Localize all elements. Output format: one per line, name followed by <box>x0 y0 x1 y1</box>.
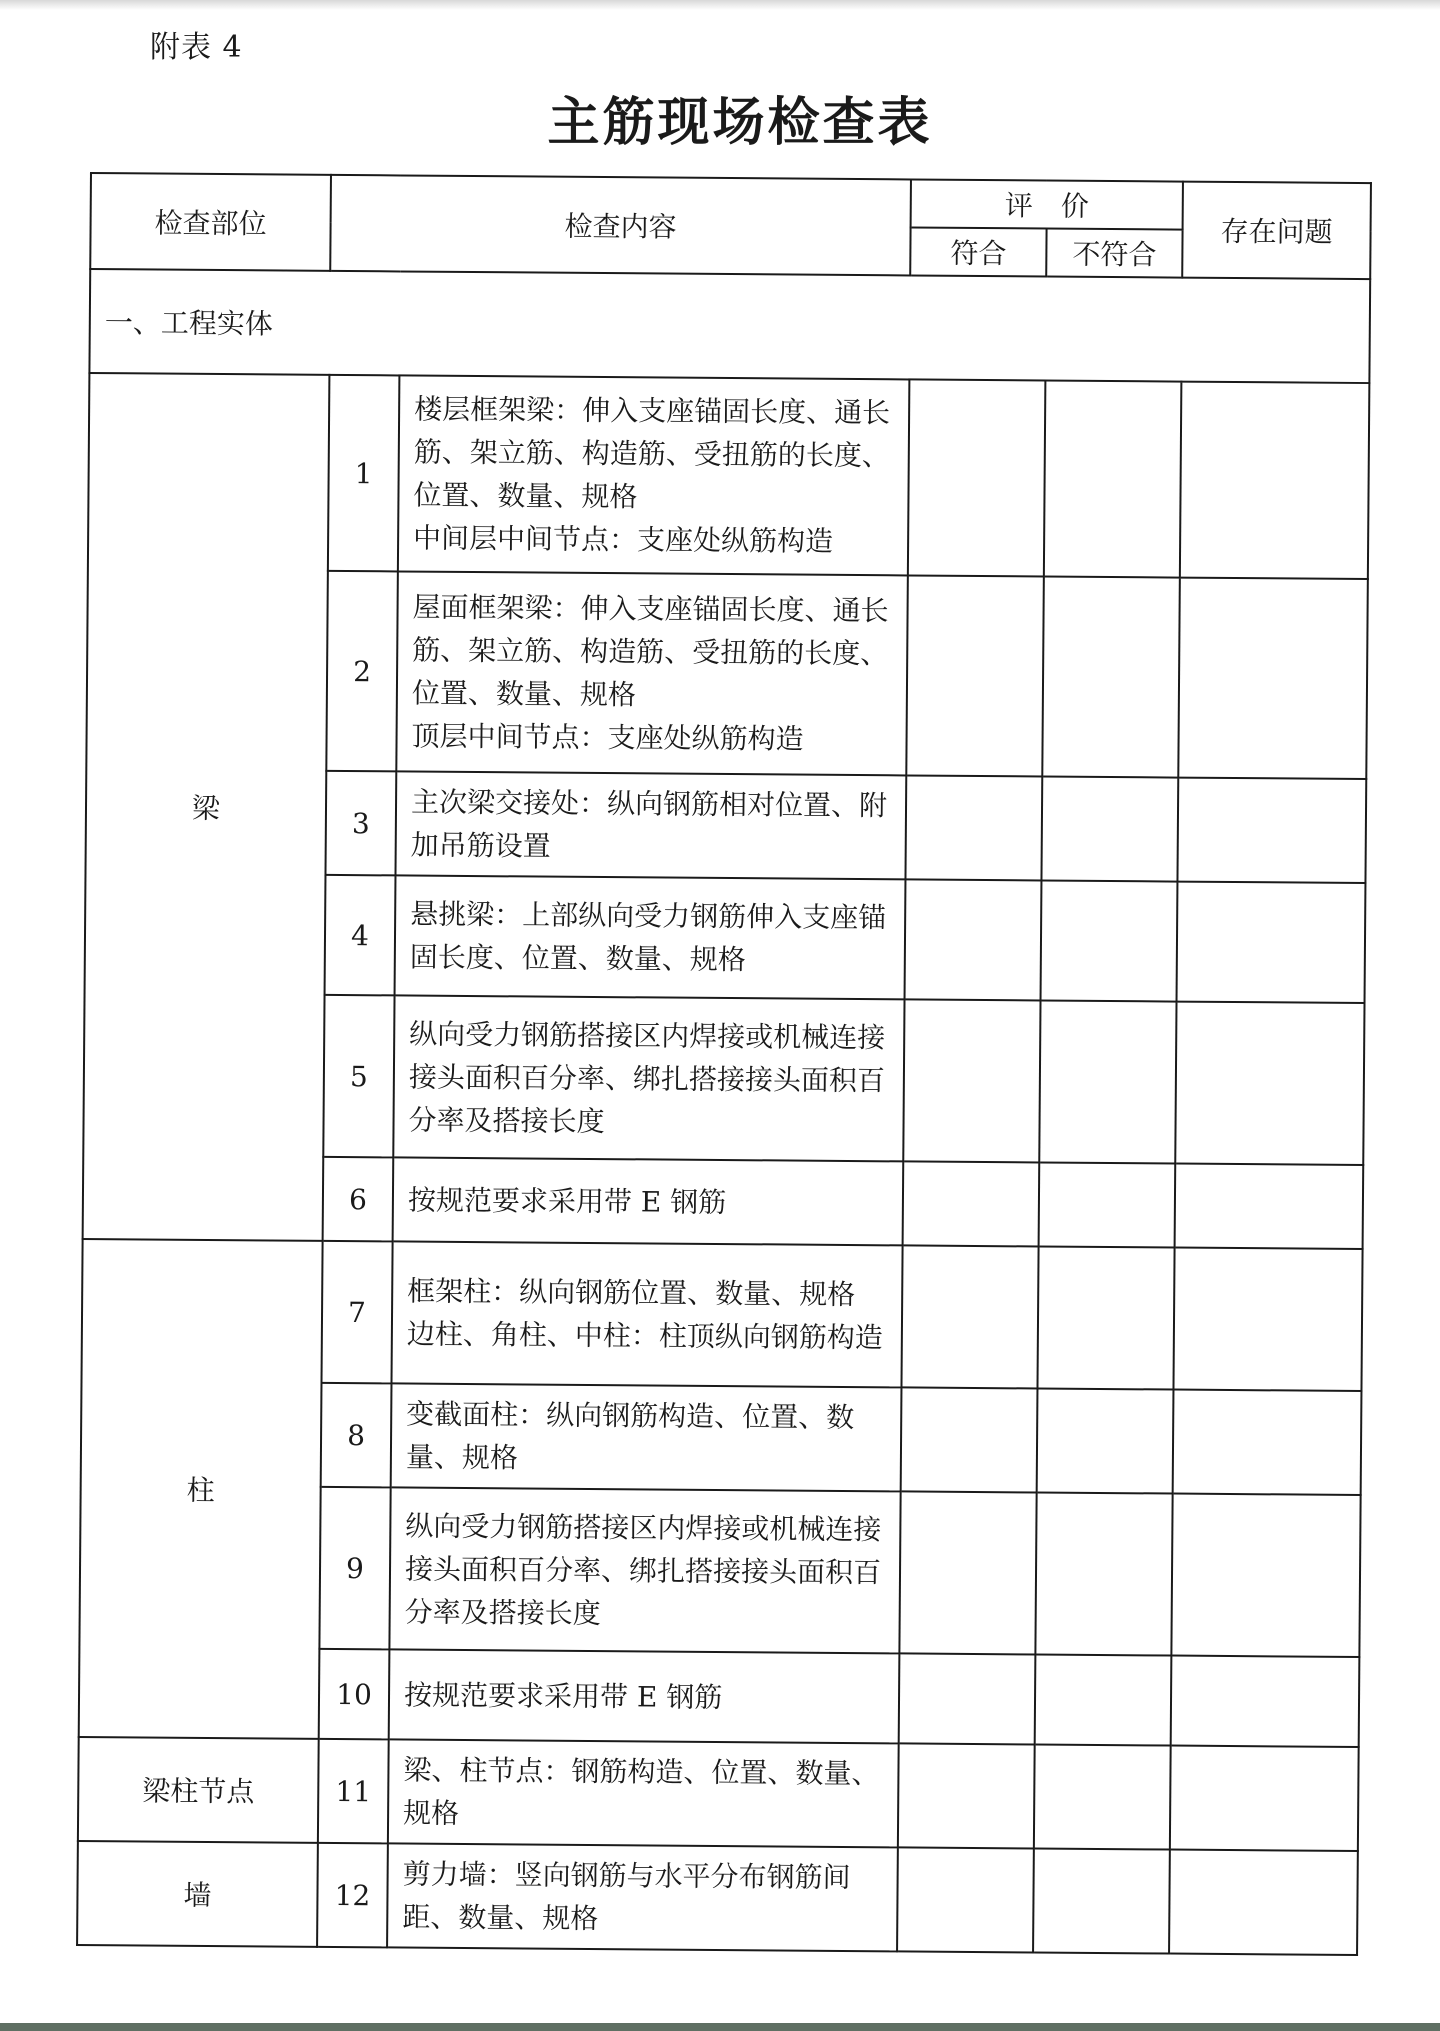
item-content: 屋面框架梁：伸入支座锚固长度、通长筋、架立筋、构造筋、受扭筋的长度、位置、数量、规格 顶层中间节点：支座处纵筋构造 <box>396 571 908 775</box>
scan-edge-bottom <box>0 2023 1440 2031</box>
issues-cell[interactable] <box>1178 578 1368 779</box>
nonconform-cell[interactable] <box>1039 1000 1176 1163</box>
issues-cell[interactable] <box>1170 1746 1359 1851</box>
issues-cell[interactable] <box>1175 1002 1364 1165</box>
conform-cell[interactable] <box>897 1847 1034 1952</box>
item-content: 梁、柱节点：钢筋构造、位置、数量、规格 <box>388 1739 899 1847</box>
item-content: 主次梁交接处：纵向钢筋相对位置、附加吊筋设置 <box>395 771 906 879</box>
conform-cell[interactable] <box>898 1743 1035 1848</box>
item-number: 11 <box>318 1739 389 1844</box>
issues-cell[interactable] <box>1175 1164 1364 1249</box>
nonconform-cell[interactable] <box>1033 1848 1170 1953</box>
conform-cell[interactable] <box>905 775 1042 880</box>
header-issues: 存在问题 <box>1182 182 1371 279</box>
inspection-table <box>76 172 1372 1956</box>
nonconform-cell[interactable] <box>1035 1654 1172 1745</box>
issues-cell[interactable] <box>1171 1656 1360 1747</box>
conform-cell[interactable] <box>903 999 1040 1162</box>
item-content: 框架柱：纵向钢筋位置、数量、规格 边柱、角柱、中柱：柱顶纵向钢筋构造 <box>391 1241 902 1387</box>
issues-cell[interactable] <box>1169 1850 1358 1955</box>
item-content: 剪力墙：竖向钢筋与水平分布钢筋间距、数量、规格 <box>387 1843 898 1951</box>
part-beam: 梁 <box>83 373 330 1241</box>
item-content: 楼层框架梁：伸入支座锚固长度、通长筋、架立筋、构造筋、受扭筋的长度、位置、数量、规格 中间层中间节点：支座处纵筋构造 <box>398 375 910 575</box>
nonconform-cell[interactable] <box>1041 776 1178 881</box>
issues-cell[interactable] <box>1171 1494 1360 1657</box>
item-number: 3 <box>325 771 396 876</box>
table-row <box>88 373 1370 579</box>
conform-cell[interactable] <box>901 1245 1038 1388</box>
nonconform-cell[interactable] <box>1041 880 1178 1001</box>
item-content: 变截面柱：纵向钢筋构造、位置、数量、规格 <box>391 1383 902 1491</box>
item-content: 纵向受力钢筋搭接区内焊接或机械连接接头面积百分率、绑扎搭接接头面积百分率及搭接长度 <box>393 995 904 1161</box>
item-content: 按规范要求采用带 E 钢筋 <box>393 1157 904 1245</box>
attachment-label: 附表 4 <box>150 30 243 65</box>
page-title: 主筋现场检查表 <box>547 92 933 153</box>
nonconform-cell[interactable] <box>1035 1492 1172 1655</box>
item-number: 1 <box>328 375 400 572</box>
scan-edge-top <box>0 0 1440 10</box>
section-row <box>89 269 1370 383</box>
table-row <box>77 1841 1358 1955</box>
nonconform-cell[interactable] <box>1034 1744 1171 1849</box>
section-title: 一、工程实体 <box>89 269 1370 383</box>
table-row <box>78 1737 1359 1851</box>
item-number: 4 <box>325 875 396 996</box>
nonconform-cell[interactable] <box>1037 1388 1174 1493</box>
conform-cell[interactable] <box>905 879 1042 1000</box>
inspection-sheet <box>76 172 1370 1956</box>
conform-cell[interactable] <box>899 1653 1036 1744</box>
item-content: 按规范要求采用带 E 钢筋 <box>389 1649 900 1743</box>
header-conform: 符合 <box>910 227 1046 276</box>
conform-cell[interactable] <box>901 1387 1038 1492</box>
table-row <box>82 1239 1363 1391</box>
conform-cell[interactable] <box>899 1491 1036 1654</box>
item-number: 7 <box>321 1241 392 1384</box>
issues-cell[interactable] <box>1180 382 1370 579</box>
nonconform-cell[interactable] <box>1044 381 1182 578</box>
header-nonconform: 不符合 <box>1046 229 1182 278</box>
issues-cell[interactable] <box>1174 1248 1363 1391</box>
part-column: 柱 <box>79 1239 323 1739</box>
part-wall: 墙 <box>77 1841 318 1947</box>
issues-cell[interactable] <box>1177 882 1366 1003</box>
item-number: 10 <box>319 1649 390 1740</box>
header-content: 检查内容 <box>330 175 911 276</box>
header-row-1 <box>91 173 1371 231</box>
item-number: 12 <box>317 1843 388 1948</box>
issues-cell[interactable] <box>1173 1390 1362 1495</box>
issues-cell[interactable] <box>1177 778 1366 883</box>
conform-cell[interactable] <box>903 1161 1040 1246</box>
nonconform-cell[interactable] <box>1037 1246 1174 1389</box>
nonconform-cell[interactable] <box>1042 577 1180 778</box>
item-number: 6 <box>323 1157 394 1242</box>
nonconform-cell[interactable] <box>1039 1162 1176 1247</box>
item-number: 2 <box>326 571 398 772</box>
conform-cell[interactable] <box>906 575 1044 776</box>
item-number: 9 <box>319 1487 390 1650</box>
part-beam-column-joint: 梁柱节点 <box>78 1737 319 1843</box>
item-content: 纵向受力钢筋搭接区内焊接或机械连接接头面积百分率、绑扎搭接接头面积百分率及搭接长度 <box>389 1487 900 1653</box>
item-number: 5 <box>323 995 394 1158</box>
header-evaluation: 评 价 <box>911 179 1183 229</box>
conform-cell[interactable] <box>908 379 1046 576</box>
header-part: 检查部位 <box>90 173 331 271</box>
item-content: 悬挑梁：上部纵向受力钢筋伸入支座锚固长度、位置、数量、规格 <box>395 875 906 999</box>
item-number: 8 <box>321 1383 392 1488</box>
